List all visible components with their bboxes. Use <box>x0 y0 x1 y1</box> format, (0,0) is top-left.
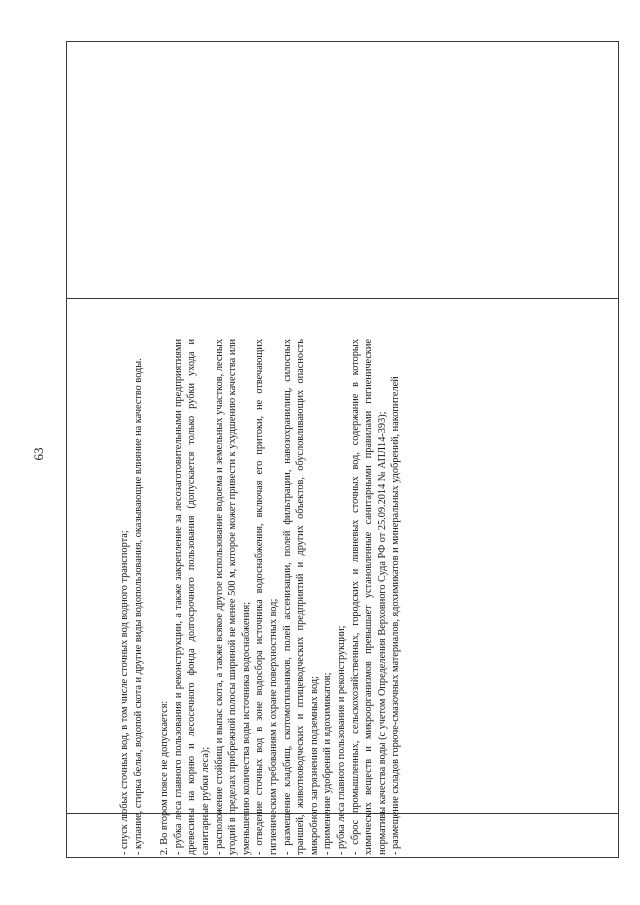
list-item: - применение удобрений и ядохимикатов; <box>322 672 334 855</box>
text-line: - спуск любых сточных вод, в том числе сточных вод водного транспорта; <box>119 530 130 855</box>
list-item: - рубка леса главного пользования и реконструкции; <box>335 625 347 855</box>
table-frame <box>66 41 619 858</box>
row-divider-top <box>67 298 618 299</box>
list-item: - расположение стойбищ и выпас скота, а также всякое другое использование водоема и земельных участков, лесных угодий в пределах прибрежной полосы шириной не менее 500 м, которое может привести к ухудшению качества или уменьшению количества воды источника водоснабжения; <box>213 339 252 855</box>
list-item: - рубка леса главного пользования и реконструкции, а также закрепление за лесозаготовительными предприятиями древесины на корню и лесосечного фонда долгосрочного пользования (допускается только рубки ухода и санитарные рубки леса); <box>172 339 211 855</box>
section-heading: 2. Во втором поясе не допускается: <box>159 700 171 855</box>
page-number: 63 <box>31 447 46 461</box>
list-item: - отведение сточных вод в зоне водосбора источника водоснабжения, включая его притоки, не отвечающих гигиеническим требованиям к охране поверхностных вод; <box>254 339 279 855</box>
list-item: - размещение кладбищ, скотомогильников, полей ассенизации, полей фильтрации, навозохранилищ, силосных траншей, животноводческих и птицеводческих предприятий и других объектов, обусловливающих опасность микробного загрязнения подземных вод; <box>281 339 320 855</box>
requirements-text-cell <box>118 339 402 855</box>
text-line: - купание, стирка белья, водопой скота и другие виды водопользования, оказывающие влияние на качество воды. <box>132 358 144 855</box>
list-item: - размещение складов горюче-смазочных материалов, ядохимикатов и минеральных удобрений, накопителей <box>390 376 402 855</box>
list-item: - сброс промышленных, сельскохозяйственных, городских и ливневых сточных вод, содержание в которых химических веществ и микроорганизмов превышает установленные санитарными правилами гигиенические нормативы качества воды (с учетом Определения Верховного Суда РФ от 25.09.2014 № АПЛ14-393); <box>349 339 388 855</box>
